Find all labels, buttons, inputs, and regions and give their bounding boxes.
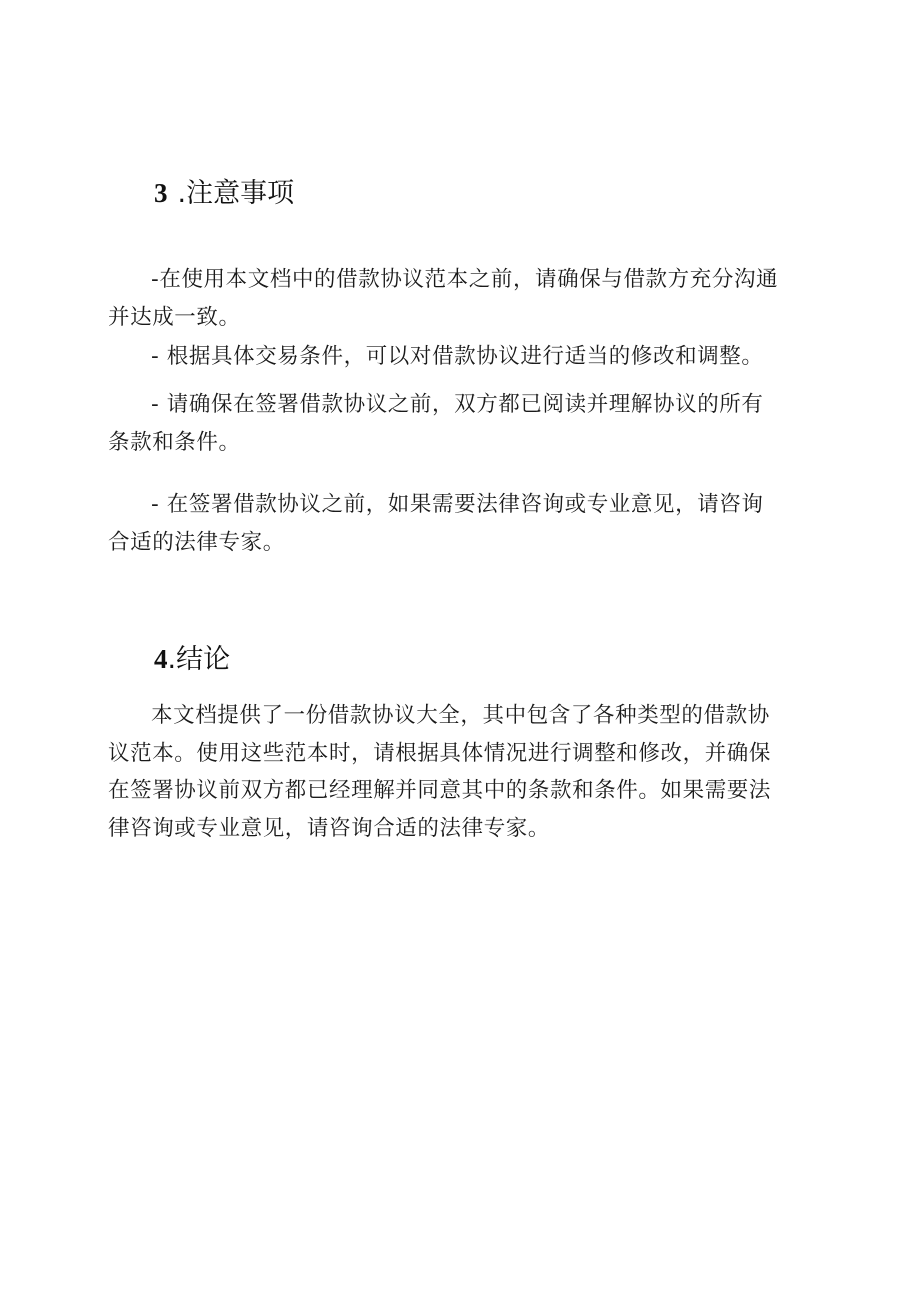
section-4-title: .结论 — [167, 644, 231, 675]
section-4-number: 4 — [154, 644, 168, 674]
section-4-heading — [154, 642, 230, 677]
conclusion-paragraph: 本文档提供了一份借款协议大全，其中包含了各种类型的借款协 议范本。使用这些范本时，请根据具体情况进行调整和修改，并确保 在签署协议前双方都已经理解并同意其中的条款和条件。如果需要法 律咨询或专业意见，请咨询合适的法律专家。 — [108, 703, 772, 841]
section-3-number: 3 — [154, 178, 168, 208]
section-3-title: .注意事项 — [177, 178, 295, 209]
note-item-2: - 根据具体交易条件，可以对借款协议进行适当的修改和调整。 — [151, 344, 764, 369]
note-item-3: - 请确保在签署借款协议之前，双方都已阅读并理解协议的所有 条款和条件。 — [108, 392, 764, 455]
note-item-4: - 在签署借款协议之前，如果需要法律咨询或专业意见，请咨询 合适的法律专家。 — [108, 492, 764, 555]
note-item-1: -在使用本文档中的借款协议范本之前，请确保与借款方充分沟通 并达成一致。 — [108, 267, 779, 330]
section-3-heading — [154, 176, 294, 211]
